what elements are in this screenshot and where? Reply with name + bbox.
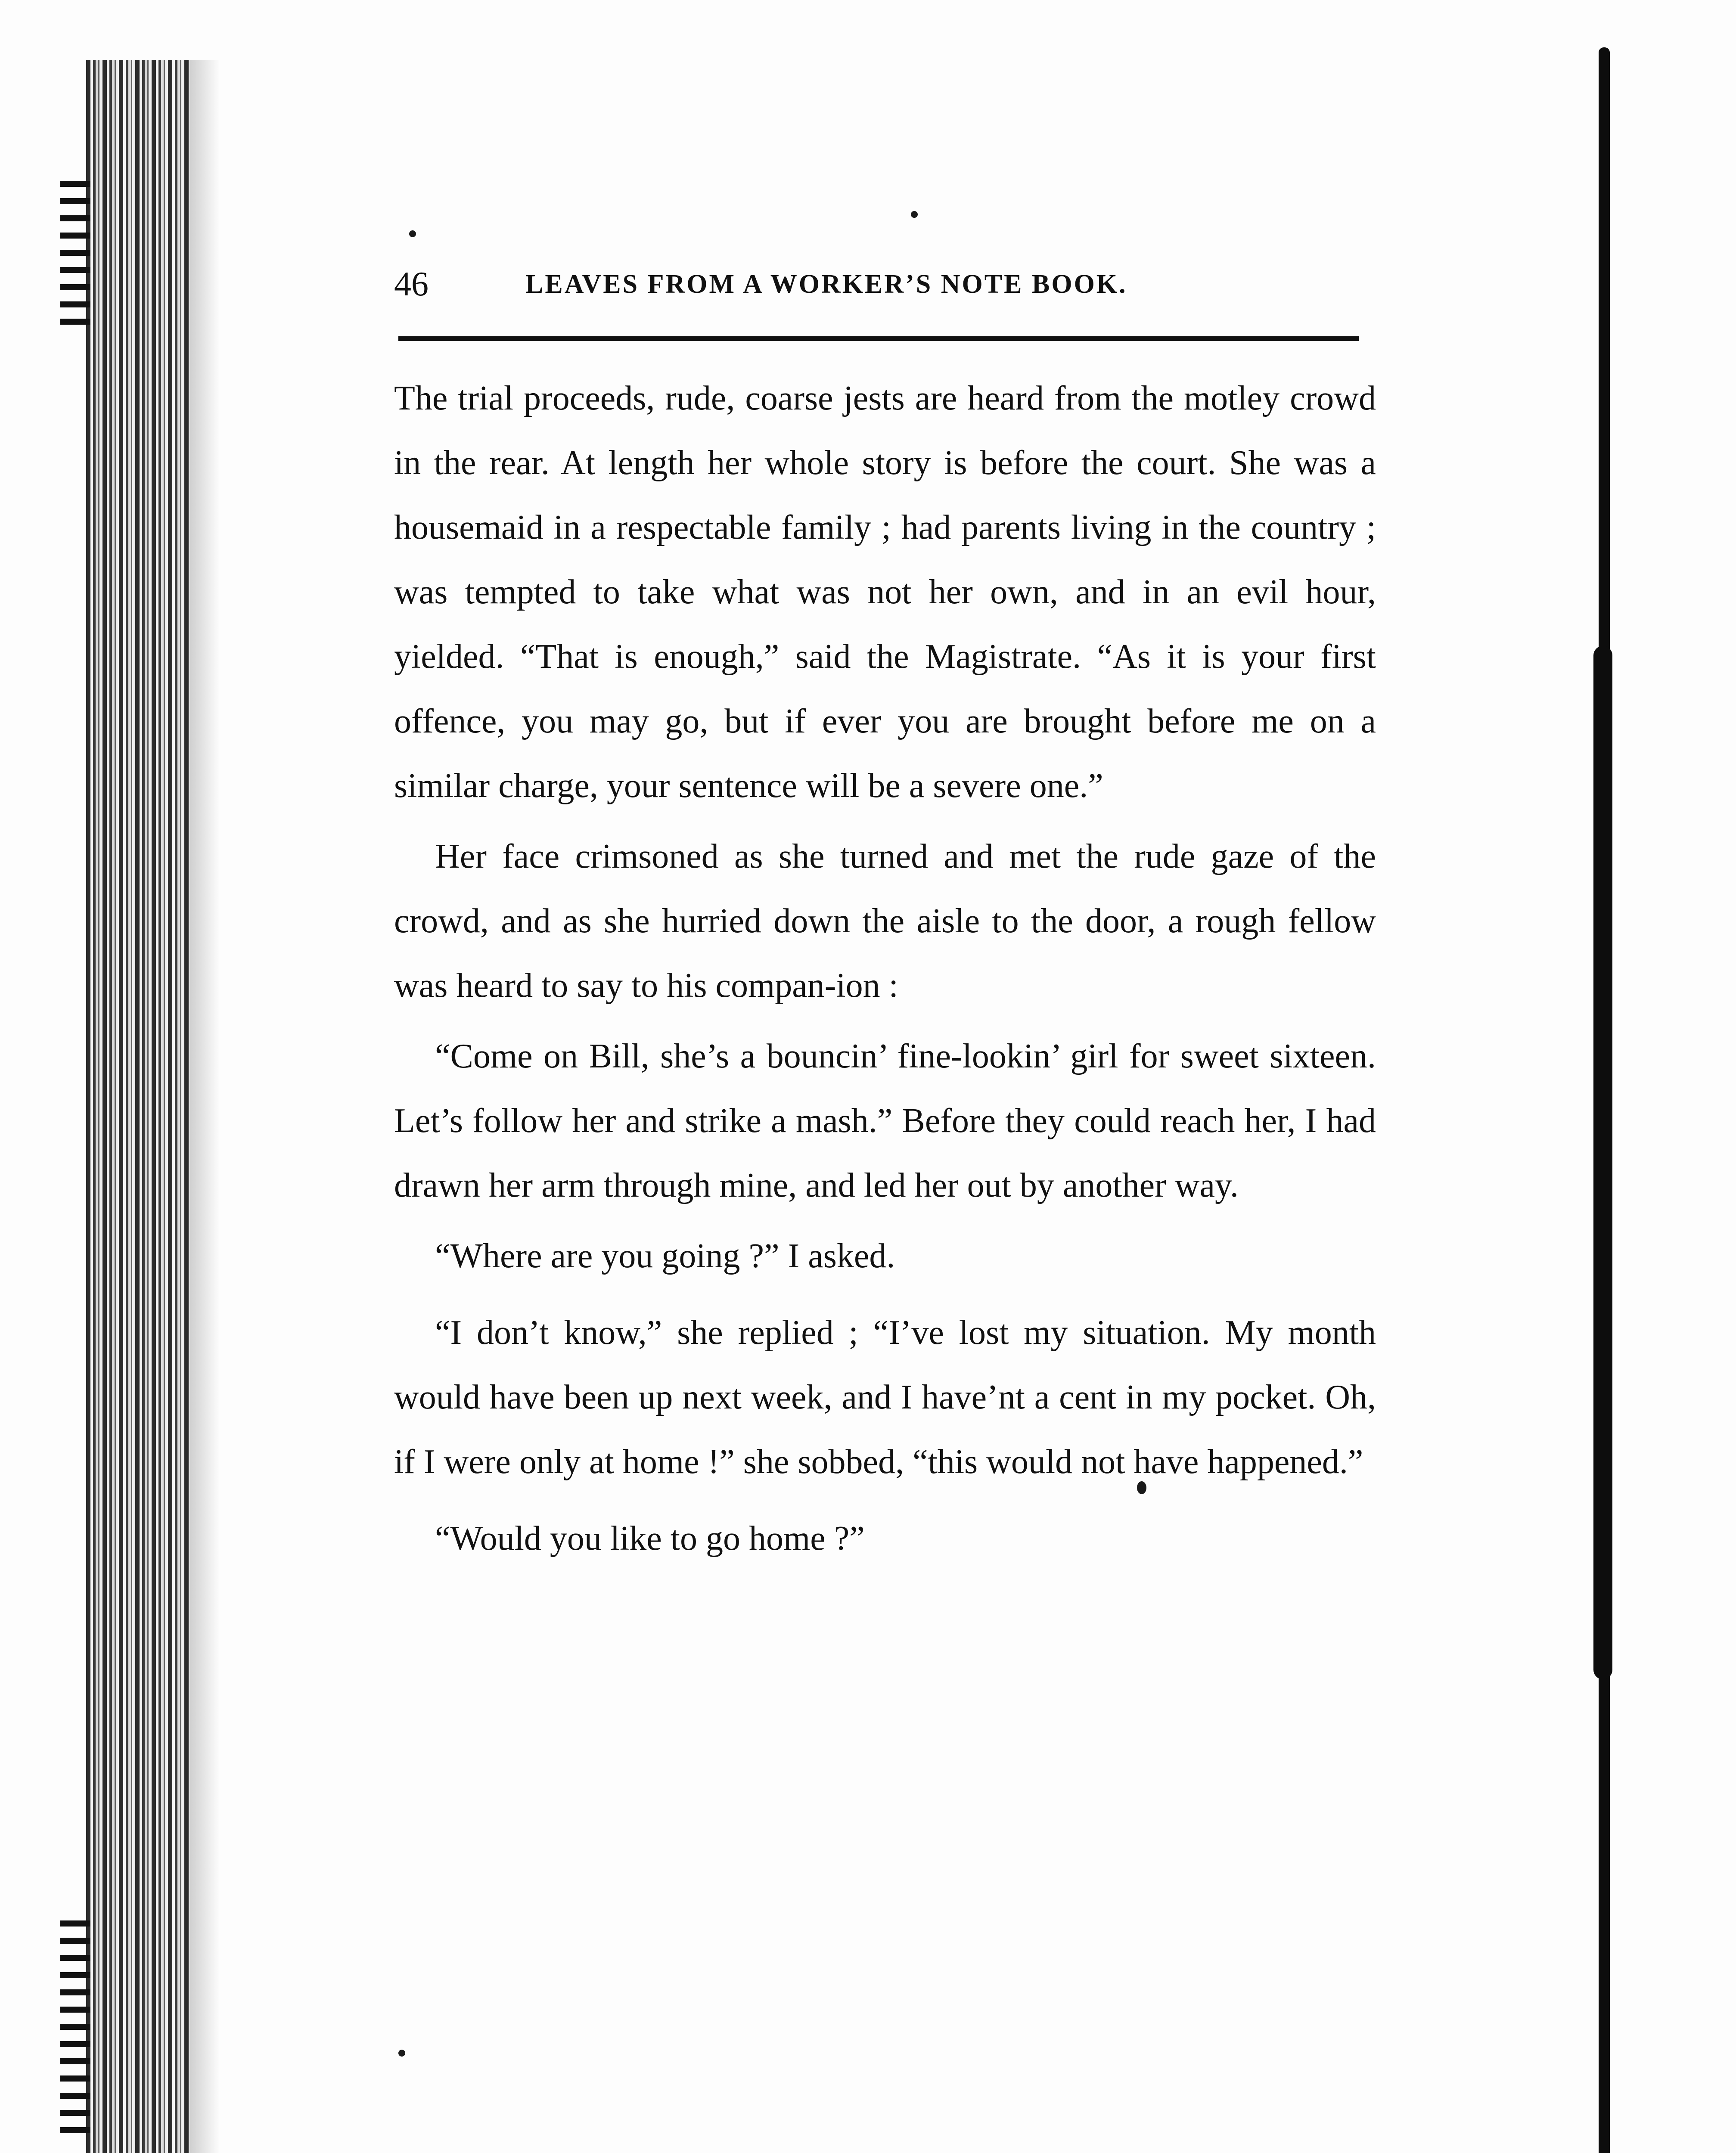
page-number: 46 bbox=[394, 265, 429, 303]
paragraph: “Come on Bill, she’s a bouncin’ fine-lookin’ girl for sweet sixteen. Let’s follow her and strike a mash.” Before they could reach her, I had drawn her arm through mine, and led her out by another way. bbox=[394, 1037, 1376, 1204]
body-text bbox=[394, 366, 1376, 1571]
binding-marks-lower bbox=[60, 1920, 90, 2136]
scan-speck bbox=[398, 2050, 405, 2057]
paragraph: The trial proceeds, rude, coarse jests are heard from the motley crowd in the rear. At length her whole story is before the court. She was a housemaid in a respectable family ; had parents living in the country ; was tempted to take what was not her own, and in an evil hour, yielded. “That is enough,” said the Magistrate. “As it is your first offence, you may go, but if ever you are brought before me on a similar charge, your sentence will be a severe one.” bbox=[394, 379, 1376, 805]
page-edge-right-thick bbox=[1593, 646, 1612, 1679]
paragraph: “Where are you going ?” I asked. bbox=[435, 1237, 895, 1275]
paragraph: “I don’t know,” she replied ; “I’ve lost my situation. My month would have been up next week, and I have’nt a cent in my pocket. Oh, if I were only at home !” she sobbed, “this would not have happened.” bbox=[394, 1314, 1376, 1481]
running-title: LEAVES FROM A WORKER’S NOTE BOOK. bbox=[525, 270, 1127, 299]
scan-speck bbox=[409, 230, 416, 237]
running-head bbox=[394, 258, 1372, 310]
header-rule bbox=[398, 336, 1359, 341]
binding-shadow bbox=[189, 60, 220, 2153]
binding-marks-upper bbox=[60, 181, 90, 336]
scan-speck bbox=[911, 211, 918, 218]
paragraph: “Would you like to go home ?” bbox=[435, 1520, 865, 1557]
paragraph: Her face crimsoned as she turned and met the rude gaze of the crowd, and as she hurried down the aisle to the door, a rough fellow was heard to say to his compan-ion : bbox=[394, 838, 1376, 1005]
binding-edge-left bbox=[86, 60, 189, 2153]
